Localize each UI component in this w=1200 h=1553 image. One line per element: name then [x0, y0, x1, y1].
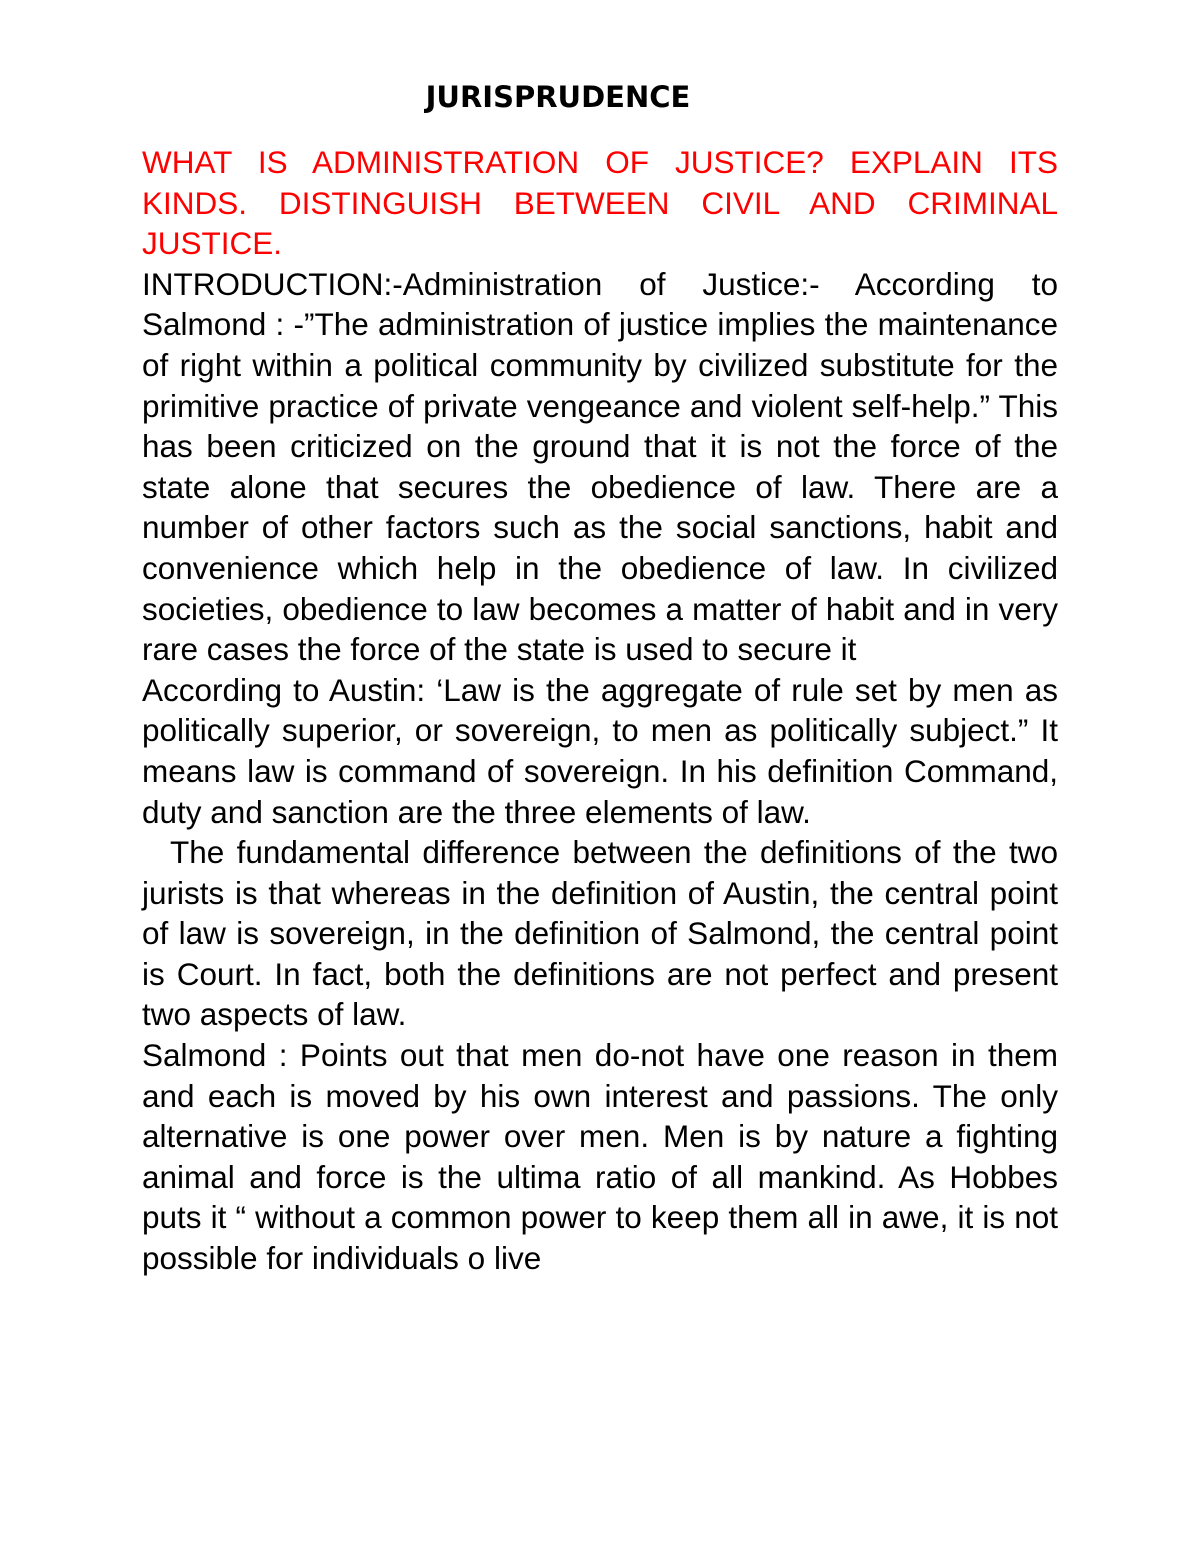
- paragraph-fundamental-difference: The fundamental difference between the definitions of the two jurists is that whereas in the definition of Austin, the central point of law is sovereign, in the definition of Salmond, the central point is Court. In fact, both the definitions are not perfect and present two aspects of law.: [142, 834, 1058, 1033]
- document-title: JURISPRUDENCE: [425, 80, 691, 114]
- document-body: [142, 142, 1058, 1279]
- paragraph-introduction: INTRODUCTION:-Administration of Justice:- According to Salmond : -”The administration of justice implies the maintenance of right within a political community by civilized substitute for the primitive practice of private vengeance and violent self-help.” This has been criticized on the ground that it is not the force of the state alone that secures the obedience of law. There are a number of other factors such as the social sanctions, habit and convenience which help in the obedience of law. In civilized societies, obedience to law becomes a matter of habit and in very rare cases the force of the state is used to secure it: [142, 265, 1058, 668]
- paragraph-austin-definition: According to Austin: ‘Law is the aggregate of rule set by men as politically superior, or sovereign, to men as politically subject.” It means law is command of sovereign. In his definition Command, duty and sanction are the three elements of law.: [142, 671, 1058, 830]
- question-heading: WHAT IS ADMINISTRATION OF JUSTICE? EXPLAIN ITS KINDS. DISTINGUISH BETWEEN CIVIL AND CRIMINAL JUSTICE.: [142, 144, 1058, 262]
- paragraph-salmond-points: Salmond : Points out that men do-not have one reason in them and each is moved by his own interest and passions. The only alternative is one power over men. Men is by nature a fighting animal and force is the ultima ratio of all mankind. As Hobbes puts it “ without a common power to keep them all in awe, it is not possible for individuals o live: [142, 1037, 1058, 1277]
